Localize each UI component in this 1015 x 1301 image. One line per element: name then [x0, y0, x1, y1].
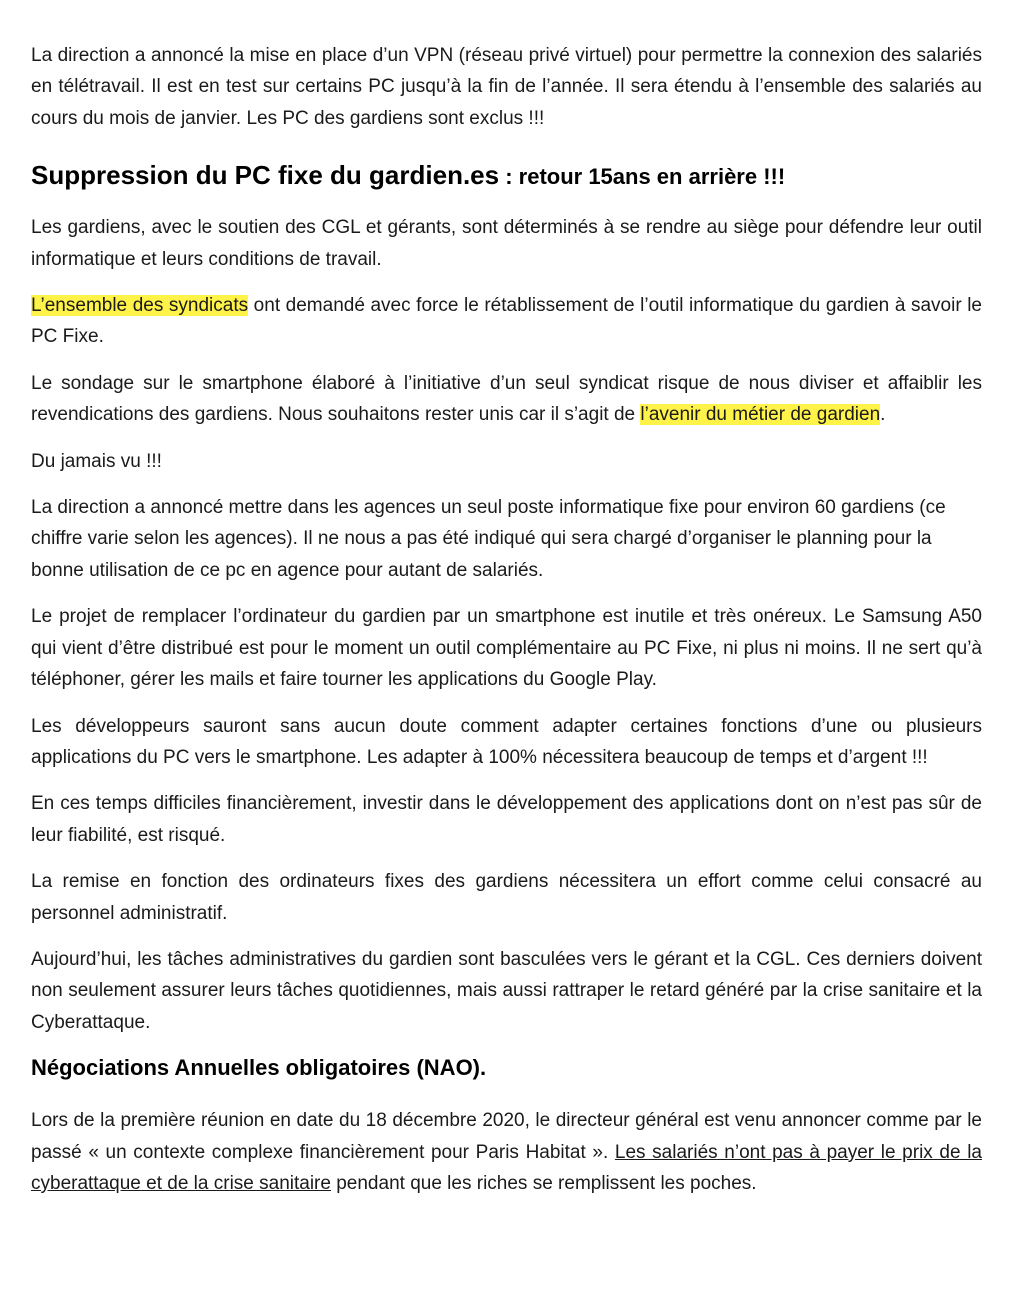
paragraph-smartphone: Le projet de remplacer l’ordinateur du gardien par un smartphone est inutile et très onéreux. Le Samsung A50 qui vient d’être distribué est pour le moment un outil complémentaire au PC Fixe, ni plus ni moins. Il ne sert qu’à téléphoner, gérer les mails et faire tourner les applications du Google Play. [31, 606, 982, 691]
paragraph-vpn: La direction a annoncé la mise en place d’un VPN (réseau privé virtuel) pour permettre la connexion des salariés en télétravail. Il est en test sur certains PC jusqu’à la fin de l’année. Il sera étendu à l’ensemble des salariés au cours du mois de janvier. Les PC des gardiens sont exclus !!! [31, 45, 982, 129]
underline-salaries: Les salariés n’ont pas à payer le prix de la cyberattaque et de la crise sanitaire [31, 1141, 982, 1194]
paragraph-remise-fonction: La remise en fonction des ordinateurs fixes des gardiens nécessitera un effort comme celui consacré au personnel administratif. [31, 871, 982, 924]
paragraph-nao-text: Lors de la première réunion en date du 18 décembre 2020, le directeur général est venu annoncer comme par le passé « un contexte complexe financièrement pour Paris Habitat ». [31, 1110, 982, 1163]
paragraph-sondage-text: Le sondage sur le smartphone élaboré à l’initiative d’un seul syndicat risque de nous diviser et affaiblir les revendications des gardiens. Nous souhaitons rester unis car il s’agit de [31, 372, 982, 426]
paragraph-syndicats [31, 290, 982, 353]
paragraph-jamais-vu: Du jamais vu !!! [31, 450, 162, 472]
heading-suppression-pc [31, 158, 982, 194]
paragraph-gardiens-soutien: Les gardiens, avec le soutien des CGL et gérants, sont déterminés à se rendre au siège pour défendre leur outil informatique et leurs conditions de travail. [31, 217, 982, 270]
paragraph-nao-end: pendant que les riches se remplissent les poches. [330, 1172, 757, 1194]
paragraph-taches-administratives: Aujourd’hui, les tâches administratives du gardien sont basculées vers le gérant et la CGL. Ces derniers doivent non seulement assurer leurs tâches quotidiennes, mais aussi rattraper le retard généré par la crise sanitaire et la Cyberattaque. [31, 948, 982, 1033]
paragraph-sondage-end: . [880, 404, 886, 426]
paragraph-poste-agence: La direction a annoncé mettre dans les agences un seul poste informatique fixe pour environ 60 gardiens (ce chiffre varie selon les agences). Il ne nous a pas été indiqué qui sera chargé d’organiser le planning pour la bonne utilisation de ce pc en agence pour autant de salariés. [31, 497, 946, 581]
heading-nao: Négociations Annuelles obligatoires (NAO). [31, 1055, 487, 1081]
paragraph-developpeurs: Les développeurs sauront sans aucun doute comment adapter certaines fonctions d’une ou plusieurs applications du PC vers le smartphone. Les adapter à 100% nécessitera beaucoup de temps et d’argent !!! [31, 715, 982, 768]
paragraph-nao-reunion [31, 1105, 982, 1199]
highlight-avenir-metier: l’avenir du métier de gardien [640, 404, 881, 426]
paragraph-sondage [31, 368, 982, 431]
heading-suppression-pc-rest: : retour 15ans en arrière !!! [499, 164, 786, 190]
paragraph-temps-difficiles: En ces temps difficiles financièrement, investir dans le développement des applications dont on n’est pas sûr de leur fiabilité, est risqué. [31, 793, 982, 846]
heading-suppression-pc-main: Suppression du PC fixe du gardien.es [31, 160, 500, 191]
highlight-ensemble-syndicats: L’ensemble des syndicats [31, 295, 249, 317]
paragraph-syndicats-rest: ont demandé avec force le rétablissement de l’outil informatique du gardien à savoir le PC Fixe. [31, 295, 982, 348]
